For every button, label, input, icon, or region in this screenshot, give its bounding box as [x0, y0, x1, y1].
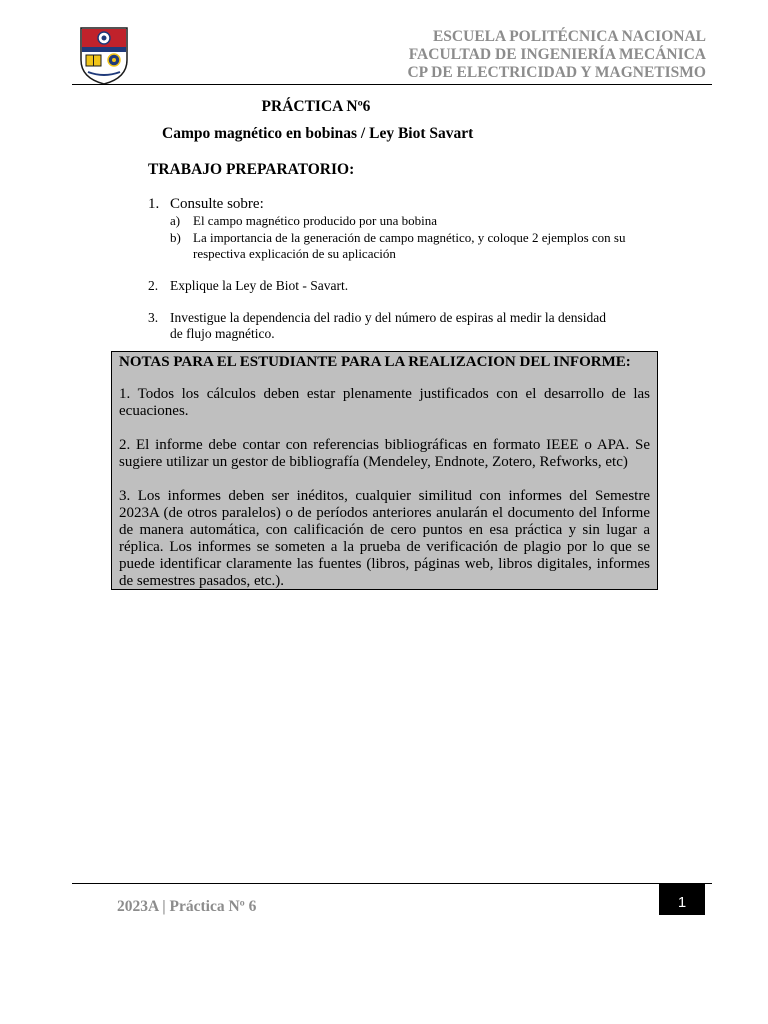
footer-divider: [72, 883, 712, 884]
notes-heading: NOTAS PARA EL ESTUDIANTE PARA LA REALIZACION DEL INFORME:: [119, 354, 631, 370]
course-name: CP DE ELECTRICIDAD Y MAGNETISMO: [407, 64, 706, 81]
header-divider: [72, 84, 712, 85]
student-notes-box: [111, 351, 658, 590]
note-item-3: 3. Los informes deben ser inéditos, cualquier similitud con informes del Semestre 2023A (de otros paralelos) o de períodos anteriores anularán el documento del Informe de manera automática, con calificación de cero puntos en esa práctica y sin lugar a réplica. Los informes se someten a la prueba de verificación de plagio por lo que se puede identificar claramente las fuentes (libros, páginas web, libros digitales, informes de semestres pasados, etc.).: [119, 488, 650, 589]
prep-heading: TRABAJO PREPARATORIO:: [148, 161, 355, 178]
faculty-name: FACULTAD DE INGENIERÍA MECÁNICA: [408, 46, 706, 63]
institution-header: [407, 28, 706, 82]
note-item-1: 1. Todos los cálculos deben estar plenamente justificados con el desarrollo de las ecuaciones.: [119, 386, 650, 419]
note-item-2: 2. El informe debe contar con referencias bibliográficas en formato IEEE o APA. Se sugiere utilizar un gestor de bibliografía (Mendeley, Endnote, Zotero, Refworks, etc): [119, 437, 650, 470]
page-number: 1: [659, 883, 705, 915]
epn-crest-icon: [78, 26, 130, 86]
practice-subtitle: Campo magnético en bobinas / Ley Biot Savart: [162, 125, 474, 142]
footer-label: 2023A | Práctica Nº 6: [117, 898, 257, 915]
institution-name: ESCUELA POLITÉCNICA NACIONAL: [432, 28, 706, 45]
practice-title: PRÁCTICA Nº6: [261, 98, 371, 115]
